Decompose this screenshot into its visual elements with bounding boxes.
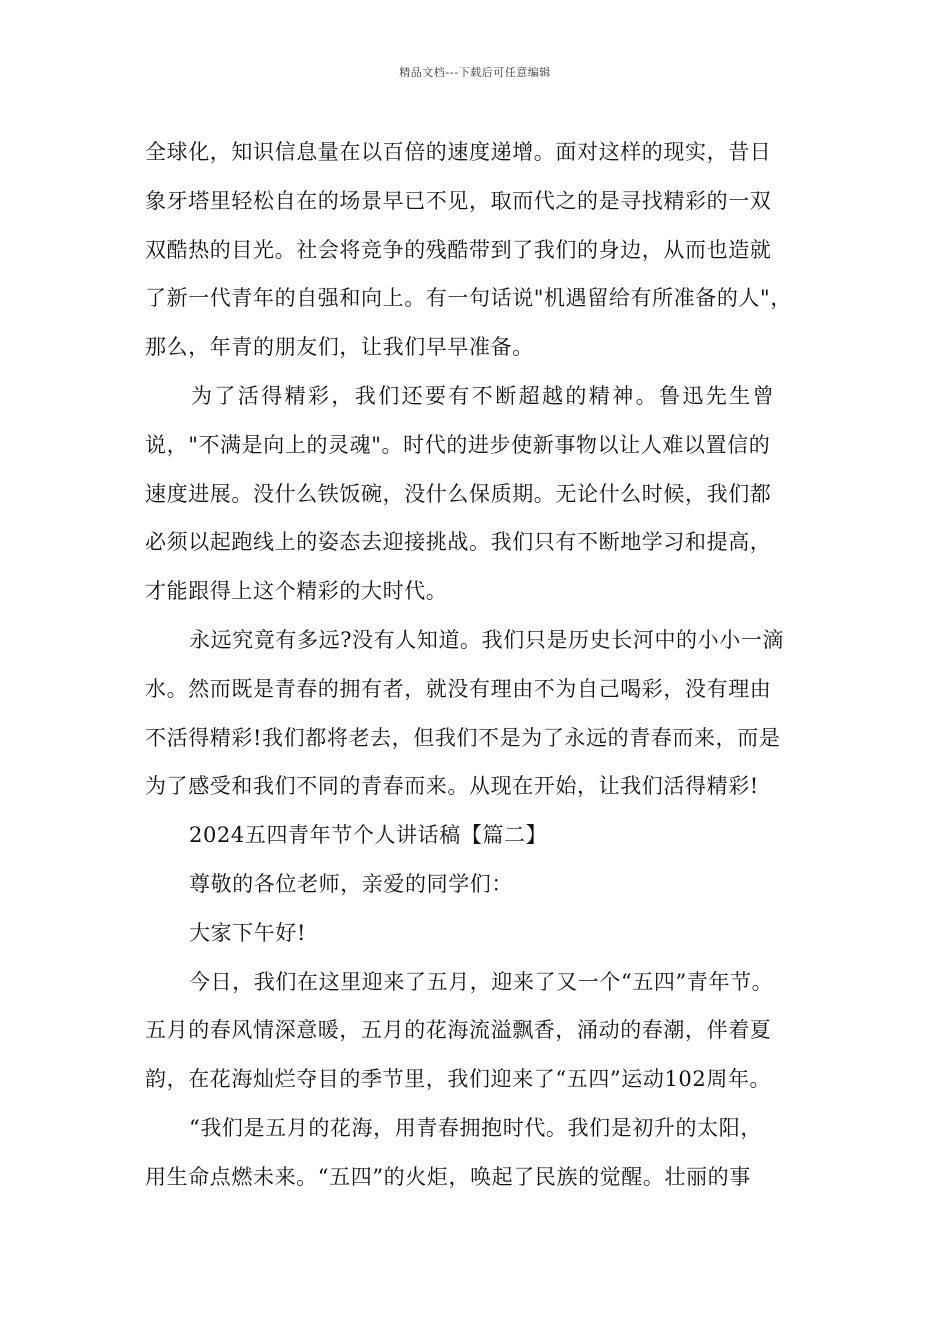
- text-line: 那么，年青的朋友们，让我们早早准备。: [145, 335, 534, 360]
- text-line: 不活得精彩!我们都将老去，但我们不是为了永远的青春而来，而是: [145, 725, 781, 750]
- text-line: 全球化，知识信息量在以百倍的速度递增。面对这样的现实，昔日: [145, 140, 772, 164]
- text-line: 说，"不满是向上的灵魂"。时代的进步使新事物以让人难以置信的: [145, 432, 771, 457]
- text-line: 水。然而既是青春的拥有者，就没有理由不为自己喝彩，没有理由: [145, 676, 772, 701]
- text-line: 才能跟得上这个精彩的大时代。: [145, 579, 448, 604]
- section-heading: 2024五四青年节个人讲话稿【篇二】: [189, 823, 548, 848]
- text-line: “我们是五月的花海，用青春拥抱时代。我们是初升的太阳，: [189, 1115, 762, 1140]
- text-line: 今日，我们在这里迎来了五月，迎来了又一个“五四”青年节。: [189, 969, 774, 994]
- text-line: 象牙塔里轻松自在的场景早已不见，取而代之的是寻找精彩的一双: [145, 188, 772, 213]
- text-line: 用生命点燃未来。“五四”的火炬，唤起了民族的觉醒。壮丽的事: [145, 1164, 751, 1189]
- text-line: 为了活得精彩，我们还要有不断超越的精神。鲁迅先生曾: [191, 383, 776, 408]
- page-header: 精品文档---下载后可任意编辑: [399, 66, 551, 79]
- text-line: 五月的春风情深意暖，五月的花海流溢飘香，涌动的春潮，伴着夏: [145, 1018, 772, 1043]
- text-line: 必须以起跑线上的姿态去迎接挑战。我们只有不断地学习和提高，: [145, 530, 772, 555]
- text-line: 了新一代青年的自强和向上。有一句话说"机遇留给有所准备的人"，: [145, 286, 792, 311]
- text-line: 韵，在花海灿烂夺目的季节里，我们迎来了“五四”运动102周年。: [145, 1067, 772, 1092]
- text-line: 大家下午好!: [189, 920, 307, 945]
- text-line: 为了感受和我们不同的青春而来。从现在开始，让我们活得精彩!: [145, 774, 759, 799]
- text-line: 双酷热的目光。社会将竞争的残酷带到了我们的身边，从而也造就: [145, 237, 772, 262]
- text-line: 永远究竟有多远?没有人知道。我们只是历史长河中的小小一滴: [189, 627, 785, 652]
- text-line: 速度进展。没什么铁饭碗，没什么保质期。无论什么时候，我们都: [145, 481, 772, 506]
- text-line: 尊敬的各位老师，亲爱的同学们：: [189, 871, 513, 896]
- document-body: [145, 128, 815, 1202]
